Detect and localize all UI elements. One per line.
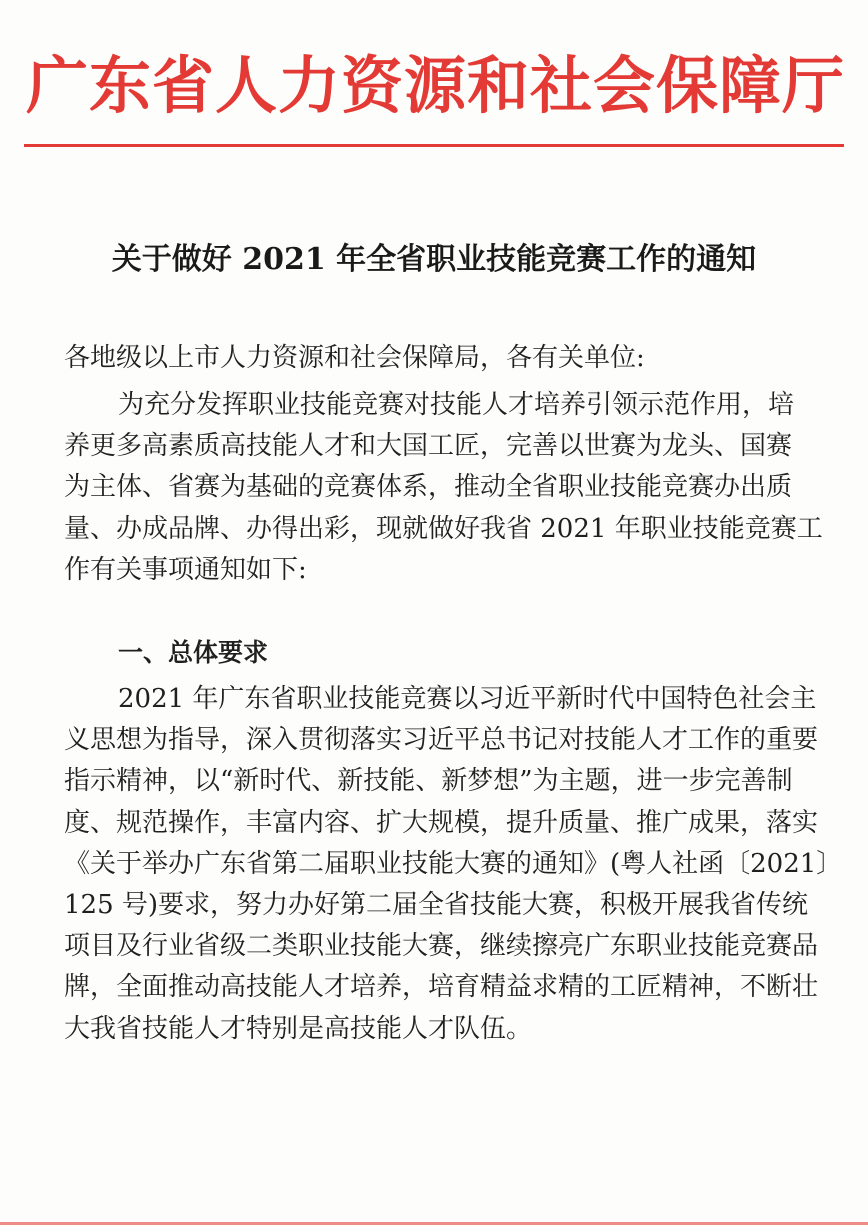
agency-letterhead: 广东省人力资源和社会保障厅 — [26, 49, 846, 122]
section-heading: 一、总体要求 — [118, 638, 269, 667]
paragraph-line: 指示精神，以“新时代、新技能、新梦想”为主题，进一步完善制 — [64, 766, 793, 797]
paragraph-line: 义思想为指导，深入贯彻落实习近平总书记对技能人才工作的重要 — [64, 725, 819, 756]
paragraph-line: 养更多高素质高技能人才和大国工匠，完善以世赛为龙头、国赛 — [64, 431, 793, 462]
paragraph-general-requirements — [64, 679, 843, 1050]
salutation: 各地级以上市人力资源和社会保障局，各有关单位: — [64, 343, 645, 373]
paragraph-line: 项目及行业省级二类职业技能大赛，继续擦亮广东职业技能竞赛品 — [64, 931, 819, 962]
paragraph-line: 为充分发挥职业技能竞赛对技能人才培养引领示范作用，培 — [118, 390, 795, 420]
paragraph-line: 牌，全面推动高技能人才培养，培育精益求精的工匠精神，不断壮 — [64, 972, 819, 1003]
paragraph-intro — [64, 385, 824, 591]
paragraph-line: 大我省技能人才特别是高技能人才队伍。 — [64, 1013, 533, 1044]
paragraph-line: 作有关事项通知如下: — [64, 554, 307, 585]
paragraph-line: 2021 年广东省职业技能竞赛以习近平新时代中国特色社会主 — [118, 684, 817, 714]
paragraph-line: 量、办成品牌、办得出彩，现就做好我省 2021 年职业技能竞赛工 — [64, 513, 823, 544]
paragraph-line: 《关于举办广东省第二届职业技能大赛的通知》(粤人社函〔2021〕 — [64, 848, 843, 879]
letterhead-divider — [24, 144, 844, 147]
document-title: 关于做好 2021 年全省职业技能竞赛工作的通知 — [111, 242, 757, 277]
page-footer-line — [0, 1222, 868, 1225]
paragraph-line: 为主体、省赛为基础的竞赛体系，推动全省职业技能竞赛办出质 — [64, 472, 793, 503]
paragraph-line: 度、规范操作，丰富内容、扩大规模，提升质量、推广成果，落实 — [64, 807, 819, 838]
paragraph-line: 125 号)要求，努力办好第二届全省技能大赛，积极开展我省传统 — [64, 889, 809, 920]
